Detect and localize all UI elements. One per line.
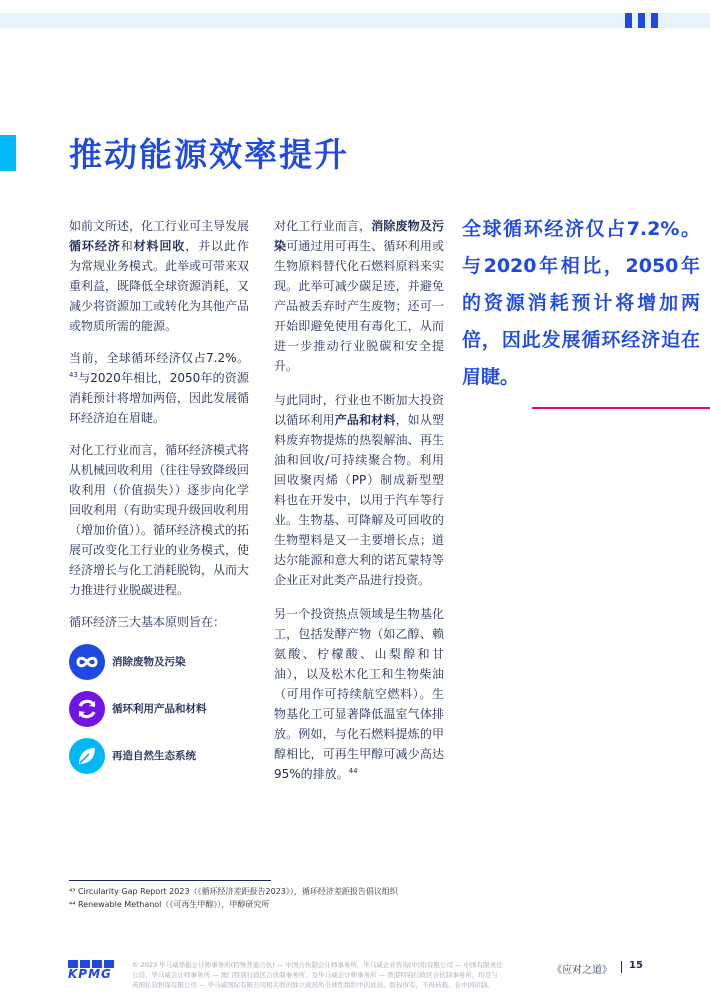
principle-item <box>69 738 249 774</box>
principle-item <box>69 644 249 680</box>
principle-label: 再造自然生态系统 <box>112 750 196 762</box>
footnotes <box>69 885 398 911</box>
principle-label: 循环利用产品和材料 <box>112 703 207 715</box>
paragraph-intro: 如前文所述，化工行业可主导发展循环经济和材料回收，并以此作为常规业务模式。此举或可带来双重利益，既降低全球资源消耗，又减少将资源加工或转化为其他产品或物质所需的能源。 <box>69 219 250 333</box>
principle-item <box>69 691 249 727</box>
infinity-icon <box>69 644 105 680</box>
footnote-divider <box>69 880 271 881</box>
pull-quote: 全球循环经济仅占7.2%。与2020年相比，2050年的资源消耗预计将增加两倍，因此发展循环经济迫在眉睫。 <box>462 218 700 388</box>
column-left <box>69 216 249 785</box>
pull-quote-rule <box>532 407 710 409</box>
page-number: 15 <box>629 960 643 971</box>
paragraph-biochemicals: 另一个投资热点领域是生物基化工，包括发酵产物（如乙醇、赖氨酸、柠檬酸、山梨醇和甘油），以及松木化工和生物柴油（可用作可持续航空燃料）。生物基化工可显著降低温室气体排放。例如，与化石燃料提炼的甲醇相比，可再生甲醇可减少高达95%的排放。$^{44}$ <box>274 607 444 781</box>
footnote-43: ⁴³ Circularity Gap Report 2023（《循环经济差距报告2023》），循环经济差距报告倡议组织 <box>69 887 398 896</box>
publication-name: 《应对之道》 <box>552 965 612 976</box>
footnote-ref-44: 44 <box>348 767 358 775</box>
principle-label: 消除废物及污染 <box>112 656 186 668</box>
top-band <box>0 13 710 28</box>
page-title: 推动能源效率提升 <box>69 135 349 174</box>
paragraph-eliminate-waste: 对化工行业而言，消除废物及污染可通过用可再生、循环利用或生物原料替代化石燃料原料来实现。此举可减少碳足迹，并避免产品被丢弃时产生废物；还可一开始即避免使用有毒化工，从而进一步推动行业脱碳和安全提升。 <box>274 219 444 373</box>
recycle-icon <box>69 691 105 727</box>
title-accent-bar <box>0 135 16 171</box>
column-middle <box>274 216 444 798</box>
kpmg-logo-text: KPMG <box>68 967 112 981</box>
leaf-icon <box>69 738 105 774</box>
paragraph-principles-intro: 循环经济三大基本原则旨在： <box>69 615 226 629</box>
paragraph-recycling-model: 对化工行业而言，循环经济模式将从机械回收利用（往往导致降级回收利用（价值损失））逐步向化学回收利用（有助实现升级回收利用（增加价值））。循环经济模式的拓展可改变化工行业的业务模式，使经济增长与化工消耗脱钩，从而大力推进行业脱碳进程。 <box>69 443 250 597</box>
footer-separator <box>621 961 622 973</box>
paragraph-circular-share: 当前，全球循环经济仅占7.2%。$^{43}$与2020年相比，2050年的资源消耗预计将增加两倍，因此发展循环经济迫在眉睫。 <box>69 351 250 425</box>
legal-notice: © 2023 毕马威华振会计师事务所(特殊普通合伙) — 中国合伙制会计师事务所，毕马威企业咨询(中国)有限公司 — 中国有限责任 公司，毕马威会计师事务所 — 澳门特别行政区合伙制事务所，及毕马威会计师事务所 — 香港特别行政区合伙制事务所，均是与 英国私营担保有限公司 — 毕马威国际有限公司相关联的独立成员所全球性组织中的成员。版权所有，不得转载。在中国印制。 <box>132 961 503 989</box>
principles-list <box>69 644 249 774</box>
paragraph-investment: 与此同时，行业也不断加大投资以循环利用产品和材料，如从塑料废弃物提炼的热裂解油、再生油和回收/可持续聚合物。利用回收聚丙烯（PP）制成新型塑料也在开发中，以用于汽车等行业。生物基、可降解及可回收的生物塑料是又一主要增长点；道达尔能源和意大利的诺瓦蒙特等企业正对此类产品进行投资。 <box>274 393 444 587</box>
top-bars-decoration <box>625 13 658 28</box>
kpmg-logo <box>68 960 116 981</box>
footnote-44: ⁴⁴ Renewable Methanol（《可再生甲醇》），甲醇研究所 <box>69 900 270 909</box>
footnote-ref-43: 43 <box>69 371 78 379</box>
